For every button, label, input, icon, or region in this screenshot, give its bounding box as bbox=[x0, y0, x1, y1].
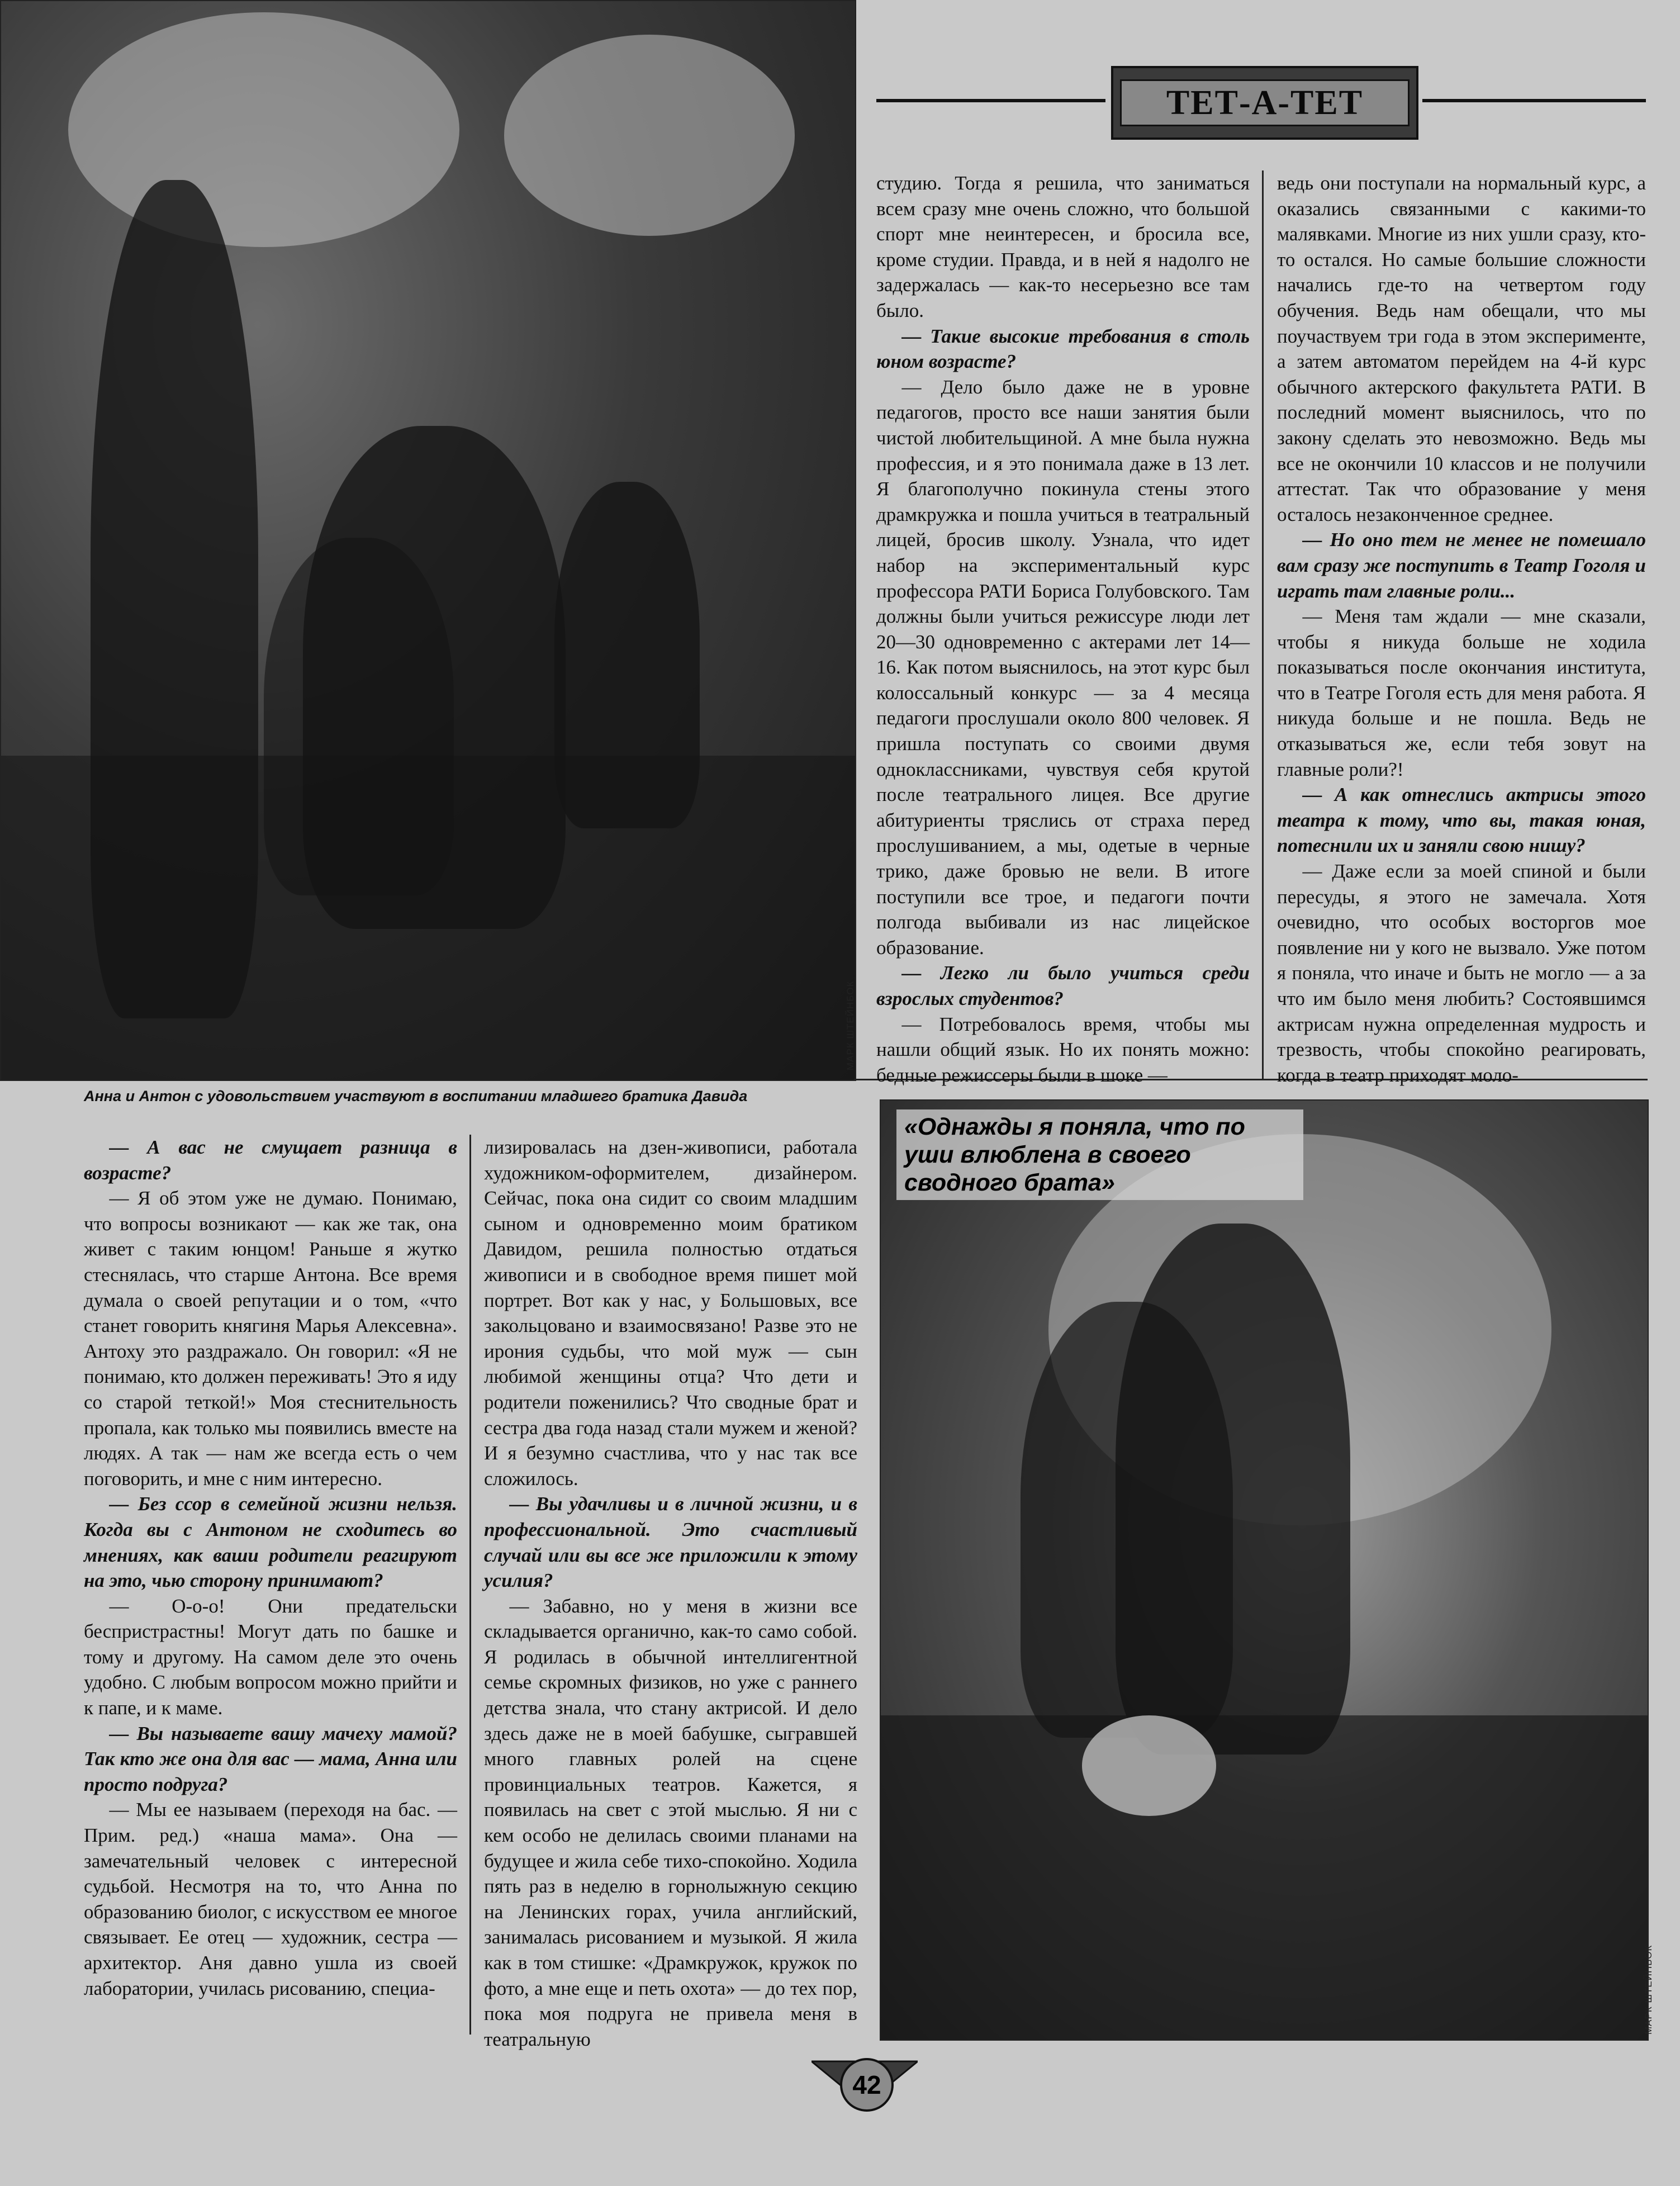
interview-answer: — Дело было даже не в уровне педагогов, просто все наши занятия были чистой любительщиной. А мне была нужна профессия, и я это понимала даже в 13 лет. Я благополучно покинула стены этого драмкружка и пошла учиться в театральный лицей, бросив школу. Узнала, что идет набор на экспериментальный курс профессора РАТИ Бориса Голубовского. Там должны были учиться режиссуре люди лет 20—30 одновременно с актерами лет 14—16. Как потом выяснилось, на этот курс был колоссальный конкурс — за 4 месяца педагоги прослушали около 800 человек. Я пришла поступать со своими двумя одноклассниками, чувствуя себя крутой после театрального лицея. Все другие абитуриенты тряслись от страха перед прослушиванием, а мы, одетые в черные трико, даже бровью не вели. В итоге поступили все трое, и педагоги почти полгода выбивали из нас лицейское образование. bbox=[876, 376, 1250, 959]
photo-couple-sofa bbox=[880, 1099, 1649, 2041]
page-number: 42 bbox=[840, 2058, 894, 2112]
interview-answer: — Даже если за моей спиной и были пересуды, я этого не замечала. Хотя очевидно, что особых восторгов мое появление ни у кого не вызвало. Уже потом я поняла, что иначе и быть не могло — а за что им было меня любить? Состоявшимся актрисам нужна определенная мудрость и трезвость, чтобы спокойно реагировать, когда в театр приходят моло- bbox=[1277, 860, 1646, 1086]
rubric-badge bbox=[1111, 66, 1418, 140]
interview-question: — Без ссор в семейной жизни нельзя. Когда вы с Антоном не сходитесь во мнениях, как ваши родители реагируют на это, чью сторону принимают? bbox=[84, 1493, 457, 1592]
article-column-2 bbox=[1277, 170, 1646, 1088]
rubric-line-right bbox=[1422, 99, 1646, 102]
interview-answer: — Потребовалось время, чтобы мы нашли общий язык. Но их понять можно: бедные режиссеры были в шоке — bbox=[876, 1013, 1250, 1086]
paragraph: ведь они поступали на нормальный курс, а оказались связанными с какими-то малявками. Многие из них ушли сразу, кто-то остался. Но самые большие сложности начались где-то на четвертом году обучения. Ведь нам обещали, что мы поучаствуем три года в этом эксперименте, а затем автоматом перейдем на 4-й курс обычного актерского факультета РАТИ. В последний момент выяснилось, что по закону сделать это невозможно. Ведь мы все не окончили 10 классов и не получили аттестат. Так что образование у меня осталось незаконченное среднее. bbox=[1277, 172, 1646, 525]
interview-answer: — Меня там ждали — мне сказали, чтобы я никуда больше не ходила показываться после окончания института, что в Театре Гоголя есть для меня работа. Я никуда больше и не пошла. Ведь не отказываться же, если тебя зовут на главные роли?! bbox=[1277, 605, 1646, 780]
rubric-title: ТЕТ-А-ТЕТ bbox=[1120, 79, 1410, 126]
interview-question: — Такие высокие требования в столь юном возрасте? bbox=[876, 325, 1250, 373]
article-column-3 bbox=[84, 1135, 457, 2001]
paragraph: лизировалась на дзен-живописи, работала художником-оформителем, дизайнером. Сейчас, пока она сидит со своим младшим сыном и одновременно моим братиком Давидом, решила полностью отдаться живописи и в свободное время пишет мой портрет. Вот как у нас, у Большовых, все закольцовано и взаимосвязано! Разве это не ирония судьбы, что мой муж — сын любимой женщины отца? Что дети и родители поженились? Что сводные брат и сестра два года назад стали мужем и женой? И я безумно счастлива, что у нас так все сложилось. bbox=[484, 1136, 857, 1490]
interview-question: — Вы удачливы и в личной жизни, и в профессиональной. Это счастливый случай или вы все же приложили к этому усилия? bbox=[484, 1493, 857, 1592]
photo-family-garden bbox=[0, 0, 856, 1081]
photo-credit-bottom: МАРК ШТЕЙНБОК bbox=[1643, 1945, 1654, 2035]
interview-question: — Но оно тем не менее не помешало вам сразу же поступить в Театр Гоголя и играть там главные роли... bbox=[1277, 529, 1646, 602]
interview-answer: — О-о-о! Они предательски беспристрастны! Могут дать по башке и тому и другому. На самом деле это очень удобно. С любым вопросом можно прийти и к папе, и к маме. bbox=[84, 1595, 457, 1719]
interview-answer: — Мы ее называем (переходя на бас. — Прим. ред.) «наша мама». Она — замечательный человек с интересной судьбой. Несмотря на то, что Анна по образованию биолог, с искусством ее многое связывает. Ее отец — художник, сестра — архитектор. Аня давно ушла из своей лаборатории, училась рисованию, специа- bbox=[84, 1799, 457, 1999]
pull-quote: «Однажды я поняла, что по уши влюблена в своего сводного брата» bbox=[896, 1109, 1303, 1200]
photo-credit-top: МАРК ШТЕЙНБОК bbox=[845, 980, 856, 1070]
interview-question: — А как отнеслись актрисы этого театра к тому, что вы, такая юная, потеснили их и заняли свою нишу? bbox=[1277, 784, 1646, 857]
column-divider bbox=[1262, 170, 1264, 1079]
interview-answer: — Забавно, но у меня в жизни все складывается органично, как-то само собой. Я родилась в обычной интеллигентной семье скромных физиков, но уже с раннего детства знала, что стану актрисой. И дело здесь даже не в моей бабушке, сыгравшей много главных ролей на сцене провинциальных театров. Кажется, я появилась на свет с этой мыслью. Я ни с кем особо не делилась своими планами на будущее и жила себе тихо-спокойно. Ходила пять раз в неделю в горнолыжную секцию на Ленинских горах, учила английский, занималась рисованием и музыкой. Я жила как в том стишке: «Драмкружок, кружок по фото, а мне еще и петь охота» — до тех пор, пока моя подруга не привела меня в театральную bbox=[484, 1595, 857, 2050]
interview-answer: — Я об этом уже не думаю. Понимаю, что вопросы возникают — как же так, она живет с таким юнцом! Раньше я жутко стеснялась, что старше Антона. Все время думала о своей репутации и о том, «что станет говорить княгиня Марья Алексевна». Антоху это раздражало. Он говорил: «Я не понимаю, кто должен переживать! Это я иду со старой теткой!» Моя стеснительность пропала, как только мы появились вместе на людях. А так — нам же всегда есть о чем поговорить, и мне с ним интересно. bbox=[84, 1187, 457, 1490]
photo-caption: Анна и Антон с удовольствием участвуют в воспитании младшего братика Давида bbox=[84, 1088, 748, 1104]
article-column-4 bbox=[484, 1135, 857, 2052]
interview-question: — Вы называете вашу мачеху мамой? Так кто же она для вас — мама, Анна или просто подруга? bbox=[84, 1722, 457, 1795]
rubric-line-left bbox=[876, 99, 1105, 102]
article-column-1 bbox=[876, 170, 1250, 1088]
interview-question: — Легко ли было учиться среди взрослых студентов? bbox=[876, 962, 1250, 1009]
interview-question: — А вас не смущает разница в возрасте? bbox=[84, 1136, 457, 1184]
column-divider bbox=[469, 1135, 471, 2035]
paragraph: студию. Тогда я решила, что заниматься всем сразу мне очень сложно, что большой спорт мне неинтересен, и бросила все, кроме студии. Правда, и в ней я надолго не задержалась — как-то несерьезно все там было. bbox=[876, 172, 1250, 321]
